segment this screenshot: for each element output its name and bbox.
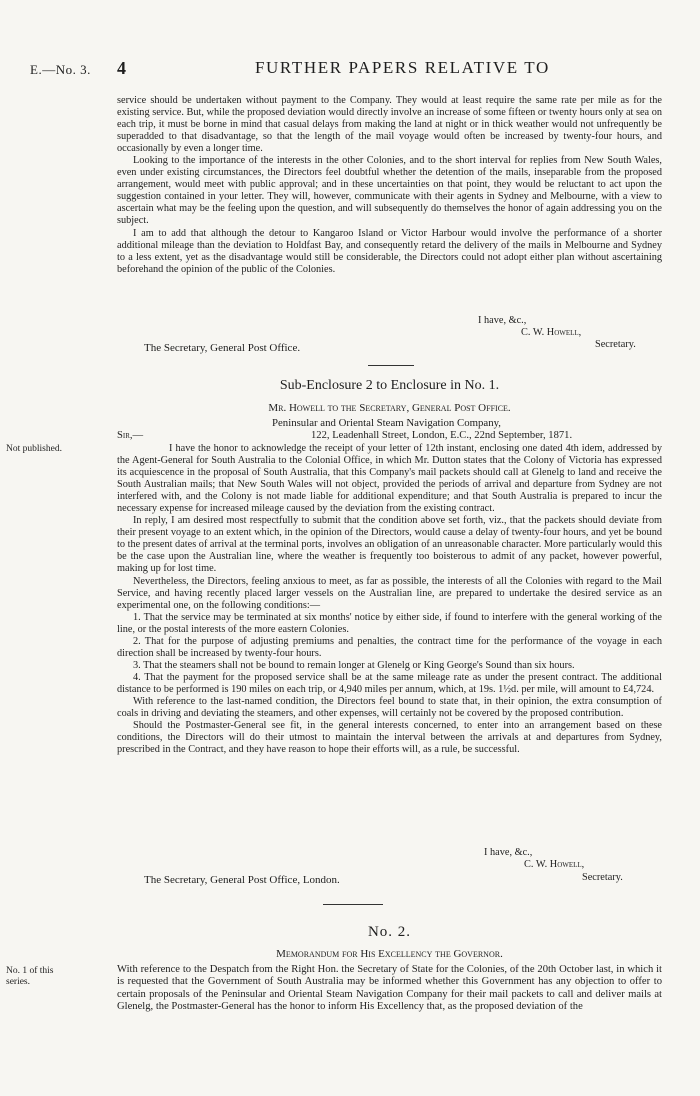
from-to-text: Mr. Howell to the Secretary, General Post Office. bbox=[268, 402, 511, 414]
letter-one-body bbox=[117, 95, 662, 276]
section-divider bbox=[323, 904, 383, 905]
paragraph: Looking to the importance of the interests in the other Colonies, and to the short interval for replies from New South Wales, even under existing circumstances, the Directors feel doubtful whether the detention of the mails, inseparable from the proposed arrangement, would meet with public approval; and in these uncertainties on that point, they would be reluctant to act upon the suggestion contained in your letter. They will, however, communicate with their agents in Sydney and Melbourne, with a view to ascertain what may be the feeling upon the question, and will subsequently do themselves the honor of again addressing you on the subject. bbox=[117, 155, 662, 227]
no2-body bbox=[117, 964, 662, 1013]
margin-note-not-published: Not published. bbox=[6, 444, 62, 454]
sub-enclosure-from-to bbox=[117, 402, 662, 414]
paragraph: service should be undertaken without payment to the Company. They would at least require the same rate per mile as for the existing service. But, while the proposed deviation would directly involve an increase of some fifteen or twenty hours only at sea on each trip, it must be borne in mind that casual delays from making the land at night or in thick weather would not unfrequently be superadded to that disadvantage, so that the length of the mail voyage would often be increased by twenty-four hours, and occasionally by even a longer time. bbox=[117, 95, 662, 155]
section-divider bbox=[368, 365, 414, 366]
memorandum-title: Memorandum for His Excellency the Governor. bbox=[276, 948, 503, 960]
document-code: E.—No. 3. bbox=[30, 62, 91, 77]
paragraph: I have the honor to acknowledge the receipt of your letter of 12th instant, enclosing one dated 4th idem, addressed by the Agent-General for South Australia to the Colonial Office, in which Mr. Dutton states that the Colony of Victoria has expressed its acquiescence in the proposal of South Australia, that this Company's mail packets should call at Glenelg to land and receive the South Australian mails; that New South Wales will not object, provided the periods of arrival and departure from Sydney are not interfered with, and the Colony is not made liable for additional expenditure; and that South Australia is prepared to incur the necessary expense for increased mileage caused by the deviation from the existing contract. bbox=[117, 443, 662, 515]
paragraph: I am to add that although the detour to Kangaroo Island or Victor Harbour would involve the performance of a shorter additional mileage than the deviation to Holdfast Bay, and consequently retard the delivery of the mails in Melbourne and Sydney to a less extent, yet as the disadvantage would still be considerable, the Directors could not adopt either plan without ascertaining beforehand the opinion of the public of the Colonies. bbox=[117, 227, 662, 275]
margin-note-series: No. 1 of this series. bbox=[6, 966, 54, 987]
paragraph: Should the Postmaster-General see fit, in the general interests concerned, to enter into an arrangement based on these conditions, the Directors will do their utmost to maintain the interval between the arrivals at and departures from Sydney, prescribed in the Contract, and they have reason to hope their efforts will, as a rule, be successful. bbox=[117, 720, 662, 756]
sub-enclosure-addressee: The Secretary, General Post Office, London. bbox=[144, 874, 340, 886]
letter-address-date: 122, Leadenhall Street, London, E.C., 22nd September, 1871. bbox=[311, 430, 573, 441]
paragraph: In reply, I am desired most respectfully to submit that the condition above set forth, viz., that the packets should deviate from their present voyage to an extent which, in the opinion of the Directors, would cause a delay of twenty-four hours, and yet be bound to the present dates of arrival at the terminal ports, involves an obligation of an unreasonable character. More particularly would this be the case upon the Australian line, where the weather is frequently too boisterous to admit of any packet, however powerful, making up for lost time. bbox=[117, 515, 662, 575]
condition-item: 4. That the payment for the proposed service shall be at the same mileage rate as under the present contract. The additional distance to be performed is 190 miles on each trip, or 4,940 miles per annum, which, at 19s. 1½d. per mile, will amount to £4,724. bbox=[117, 671, 662, 695]
running-title: FURTHER PAPERS RELATIVE TO bbox=[255, 58, 550, 77]
company-name: Peninsular and Oriental Steam Navigation Company, bbox=[272, 417, 501, 429]
condition-item: 2. That for the purpose of adjusting premiums and penalties, the contract time for the performance of the voyage in each direction shall be increased by twenty-four hours. bbox=[117, 635, 662, 659]
paragraph: Nevertheless, the Directors, feeling anxious to meet, as far as possible, the interests of all the Colonies with regard to the Mail Service, and having recently placed larger vessels on the Australian line, are prepared to undertake the desired service as an experimental one, on the following conditions:— bbox=[117, 575, 662, 611]
letter-one-addressee: The Secretary, General Post Office. bbox=[144, 342, 301, 354]
letter-one-signature: C. W. Howell, bbox=[521, 327, 582, 338]
salutation: Sir,— bbox=[117, 430, 144, 441]
condition-item: 3. That the steamers shall not be bound to remain longer at Glenelg or King George's Sound than six hours. bbox=[133, 659, 575, 671]
letter-one-closing: I have, &c., bbox=[478, 315, 527, 326]
sub-enclosure-heading: Sub-Enclosure 2 to Enclosure in No. 1. bbox=[279, 378, 500, 393]
paragraph: With reference to the last-named condition, the Directors feel bound to state that, in their opinion, the extra consumption of coals in driving and deviating the steamers, and other expenses, will certainly not be covered by the proposed contribution. bbox=[117, 695, 662, 720]
no2-heading: No. 2. bbox=[367, 924, 412, 940]
no2-subheading bbox=[117, 948, 662, 960]
sub-enclosure-signature: C. W. Howell, bbox=[524, 859, 585, 870]
sub-enclosure-title: Secretary. bbox=[582, 872, 623, 883]
sub-enclosure-closing: I have, &c., bbox=[484, 847, 533, 858]
condition-item: 1. That the service may be terminated at six months' notice by either side, if found to interfere with the general working of the line, or the postal interests of the more eastern Colonies. bbox=[117, 611, 662, 635]
sub-enclosure-body bbox=[117, 443, 662, 756]
paragraph: With reference to the Despatch from the Right Hon. the Secretary of State for the Colonies, of the 20th October last, in which it is requested that the Government of South Australia may be informed whether this Government has any objection to offer to certain proposals of the Peninsular and Oriental Steam Navigation Company for their mail packets to call and deliver mails at Glenelg, the Postmaster-General has the honor to inform His Excellency that, as the proposed deviation of the bbox=[117, 964, 662, 1012]
letter-one-title: Secretary. bbox=[595, 339, 636, 350]
page-number: 4 bbox=[117, 58, 126, 78]
